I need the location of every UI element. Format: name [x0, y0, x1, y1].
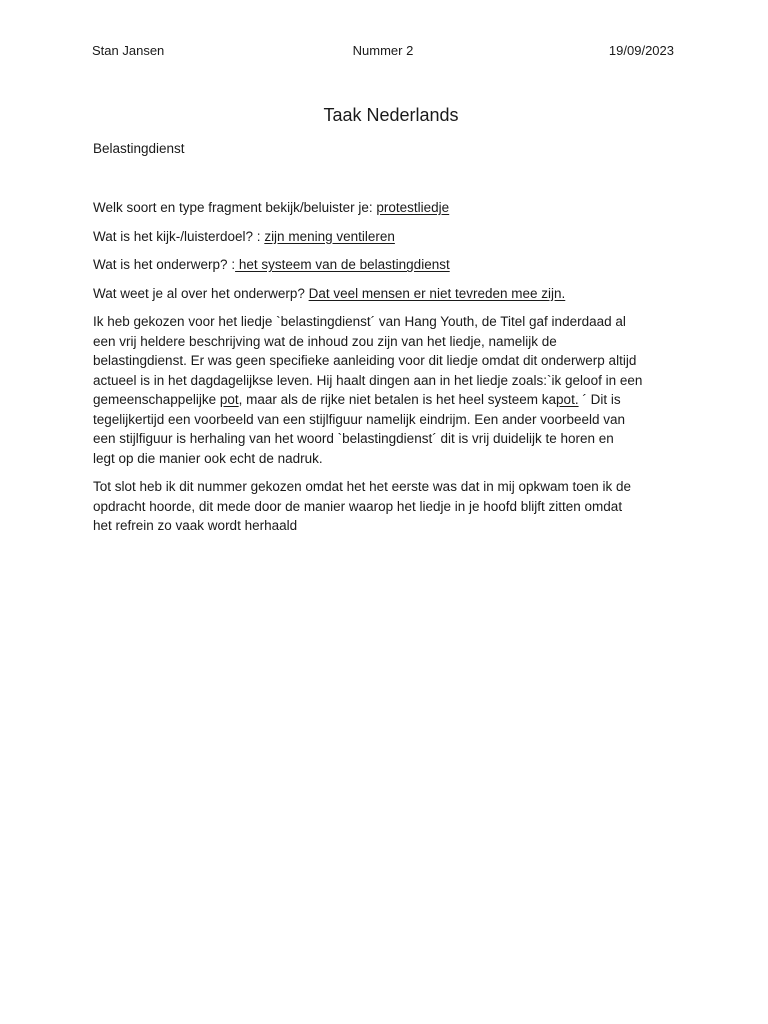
question-prior-knowledge [93, 284, 683, 304]
assignment-number: Nummer 2 [352, 43, 414, 58]
text-run: , maar als de rijke niet betalen is het heel systeem ka [238, 392, 557, 407]
author-name: Stan Jansen [92, 43, 165, 58]
paragraph-line: legt op die manier ook echt de nadruk. [93, 450, 323, 466]
text-run: gemeenschappelijke [93, 392, 220, 407]
answer-text: protestliedje [376, 200, 450, 215]
question-text: Wat is het kijk-/luisterdoel? : [93, 228, 265, 244]
paragraph-line: tegelijkertijd een voorbeeld van een stijlfiguur namelijk eindrijm. Een ander voorbeeld van [93, 411, 626, 427]
document-subtitle: Belastingdienst [93, 141, 185, 156]
document-date: 19/09/2023 [608, 43, 674, 58]
document-body [93, 198, 683, 545]
question-text: Welk soort en type fragment bekijk/beluister je: [93, 200, 377, 215]
paragraph-conclusion [93, 477, 683, 536]
question-subject [93, 255, 683, 275]
paragraph-analysis [93, 312, 683, 468]
paragraph-line: actueel is in het dagdagelijkse leven. Hij haalt dingen aan in het liedje zoals:`ik geloof in een [93, 372, 643, 388]
paragraph-line: een vrij heldere beschrijving wat de inhoud zou zijn van het liedje, namelijk de [93, 333, 557, 349]
paragraph-line: het refrein zo vaak wordt herhaald [93, 518, 298, 533]
text-run: ´ Dit is [578, 392, 621, 407]
underlined-word: pot [219, 392, 239, 407]
question-text: Wat weet je al over het onderwerp? [93, 285, 309, 301]
question-text: Wat is het onderwerp? : [93, 257, 236, 272]
document-title: Taak Nederlands [323, 105, 459, 125]
paragraph-line: belastingdienst. Er was geen specifieke aanleiding voor dit liedje omdat dit onderwerp altijd [93, 353, 637, 368]
answer-text: Dat veel mensen er niet tevreden mee zijn. [308, 285, 566, 301]
question-goal [93, 227, 683, 247]
paragraph-line: Tot slot heb ik dit nummer gekozen omdat het het eerste was dat in mij opkwam toen ik de [93, 479, 632, 494]
answer-text: het systeem van de belastingdienst [235, 257, 450, 272]
paragraph-line: Ik heb gekozen voor het liedje `belastingdienst´ van Hang Youth, de Titel gaf inderdaad al [93, 314, 626, 329]
underlined-word: pot. [556, 392, 579, 407]
paragraph-line [93, 390, 683, 410]
question-fragment-type [93, 198, 683, 218]
answer-text: zijn mening ventileren [264, 228, 395, 244]
paragraph-line: opdracht hoorde, dit mede door de manier waarop het liedje in je hoofd blijft zitten omdat [93, 498, 623, 514]
page-header [92, 43, 674, 61]
paragraph-line: een stijlfiguur is herhaling van het woord `belastingdienst´ dit is vrij duidelijk te horen en [93, 431, 614, 446]
